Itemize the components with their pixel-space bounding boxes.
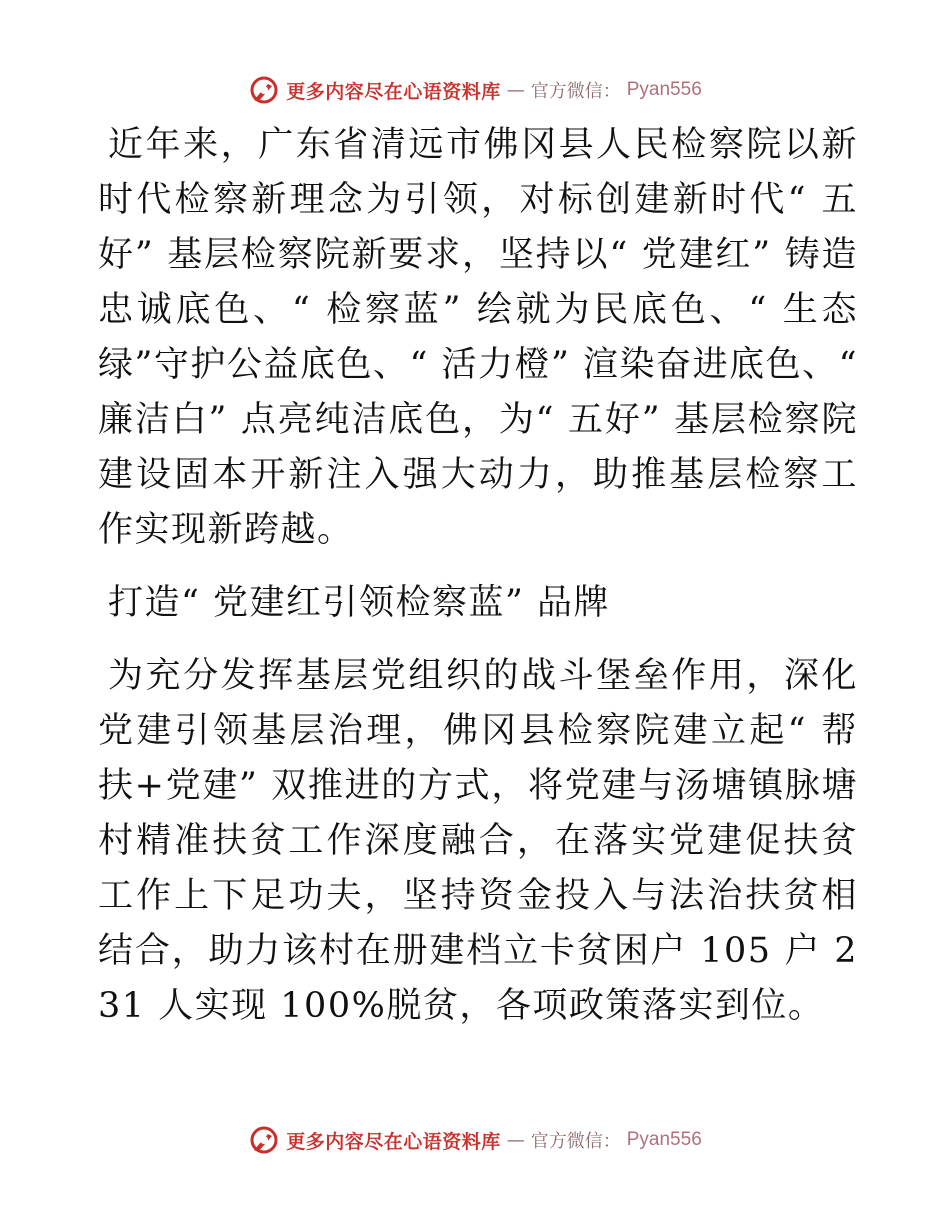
watermark-dash: —: [506, 79, 525, 101]
watermark-title: 更多内容尽在心语资料库: [286, 1130, 501, 1153]
watermark-dash: —: [506, 1129, 525, 1151]
watermark-title: 更多内容尽在心语资料库: [286, 80, 501, 103]
watermark-wechat-id: Pyan556: [626, 79, 702, 100]
footer-watermark: [0, 1120, 950, 1160]
watermark-wechat-label: 官方微信：: [530, 1131, 621, 1152]
header-watermark: [0, 70, 950, 110]
section-heading: 打造“ 党建红引领检察蓝” 品牌: [108, 583, 611, 623]
intro-paragraph: 近年来，广东省清远市佛冈县人民检察院以新时代检察新理念为引领，对标创建新时代“ 五好” 基层检察院新要求，坚持以“ 党建红” 铸造忠诚底色、“ 检察蓝” 绘就为民底色、“ 生态绿”守护公益底色、“ 活力橙” 渲染奋进底色、“ 廉洁白” 点亮纯洁底色，为“ 五好” 基层检察院建设固本开新注入强大动力，助推基层检察工作实现新跨越。: [98, 125, 858, 550]
section-paragraph: 为充分发挥基层党组织的战斗堡垒作用，深化党建引领基层治理，佛冈县检察院建立起“ 帮扶+党建” 双推进的方式，将党建与汤塘镇脉塘村精准扶贫工作深度融合，在落实党建促扶贫工作上下足功夫，坚持资金投入与法治扶贫相结合，助力该村在册建档立卡贫困户 105 户 231 人实现 100%脱贫，各项政策落实到位。: [98, 656, 858, 1026]
brush-circle-logo-icon: [248, 74, 280, 106]
watermark-wechat-id: Pyan556: [626, 1129, 702, 1150]
watermark-wechat-label: 官方微信：: [530, 81, 621, 102]
article-body: [98, 118, 858, 1034]
brush-circle-logo-icon: [248, 1124, 280, 1156]
